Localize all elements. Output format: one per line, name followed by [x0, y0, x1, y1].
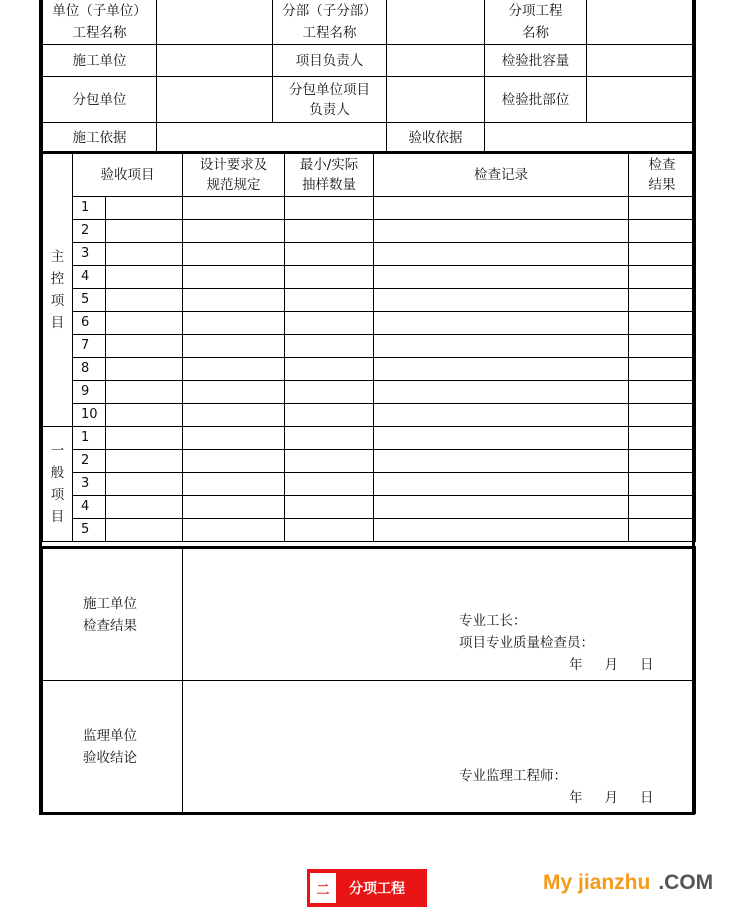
table-cell[interactable] — [374, 243, 629, 266]
table-cell[interactable] — [374, 266, 629, 289]
main-row-number: 6 — [73, 312, 106, 335]
table-cell[interactable] — [106, 197, 183, 220]
project-leader-label: 项目负责人 — [273, 45, 387, 77]
supervising-engineer-label: 专业监理工程师： — [459, 768, 567, 784]
table-cell[interactable] — [374, 312, 629, 335]
table-cell[interactable] — [374, 289, 629, 312]
table-cell[interactable] — [285, 427, 374, 450]
unit-project-name-label: 单位（子单位） 工程名称 — [43, 0, 157, 45]
table-cell[interactable] — [285, 358, 374, 381]
project-leader-value[interactable] — [387, 45, 485, 77]
construction-result-label: 施工单位 检查结果 — [43, 548, 183, 681]
table-cell[interactable] — [106, 335, 183, 358]
table-cell[interactable] — [285, 496, 374, 519]
month-label: 月 — [604, 790, 618, 806]
table-cell[interactable] — [183, 289, 285, 312]
col-inspection-result: 检查 结果 — [629, 153, 696, 197]
subcontract-leader-value[interactable] — [387, 77, 485, 123]
table-cell[interactable] — [183, 404, 285, 427]
year-label: 年 — [569, 657, 583, 673]
logo-main-text: My jianzhu — [543, 871, 651, 894]
header-table — [42, 0, 696, 153]
table-cell[interactable] — [629, 312, 696, 335]
table-cell[interactable] — [183, 381, 285, 404]
acceptance-basis-label: 验收依据 — [387, 123, 485, 153]
table-cell[interactable] — [374, 450, 629, 473]
table-cell[interactable] — [374, 335, 629, 358]
table-cell[interactable] — [629, 197, 696, 220]
main-row-number: 10 — [73, 404, 106, 427]
table-cell[interactable] — [183, 473, 285, 496]
main-row-number: 7 — [73, 335, 106, 358]
table-cell[interactable] — [629, 266, 696, 289]
table-cell[interactable] — [183, 243, 285, 266]
general-row-number: 3 — [73, 473, 106, 496]
site-logo — [543, 871, 713, 895]
table-cell[interactable] — [285, 335, 374, 358]
table-cell[interactable] — [629, 404, 696, 427]
main-row-number: 2 — [73, 220, 106, 243]
col-sample-quantity: 最小/实际 抽样数量 — [285, 153, 374, 197]
col-inspection-record: 检查记录 — [374, 153, 629, 197]
construction-unit-label: 施工单位 — [43, 45, 157, 77]
table-cell[interactable] — [183, 335, 285, 358]
table-cell[interactable] — [106, 358, 183, 381]
table-cell[interactable] — [374, 197, 629, 220]
table-cell[interactable] — [374, 427, 629, 450]
main-row-number: 3 — [73, 243, 106, 266]
table-cell[interactable] — [106, 266, 183, 289]
table-cell[interactable] — [106, 381, 183, 404]
table-cell[interactable] — [629, 519, 696, 542]
general-group-label: 一 般 项 目 — [43, 427, 73, 542]
table-cell[interactable] — [106, 220, 183, 243]
construction-basis-label: 施工依据 — [43, 123, 157, 153]
table-cell[interactable] — [285, 473, 374, 496]
table-cell[interactable] — [374, 519, 629, 542]
sub-project-name-label: 分部（子分部） 工程名称 — [273, 0, 387, 45]
general-row-number: 4 — [73, 496, 106, 519]
sub-project-name-value[interactable] — [387, 0, 485, 45]
table-cell[interactable] — [285, 404, 374, 427]
table-cell[interactable] — [285, 243, 374, 266]
table-cell[interactable] — [629, 496, 696, 519]
table-cell[interactable] — [183, 220, 285, 243]
item-project-name-value[interactable] — [587, 0, 696, 45]
table-cell[interactable] — [183, 197, 285, 220]
signoff-table — [42, 546, 696, 814]
table-cell[interactable] — [629, 450, 696, 473]
table-cell[interactable] — [285, 197, 374, 220]
section-number: 二 — [310, 873, 336, 903]
batch-capacity-value[interactable] — [587, 45, 696, 77]
table-cell[interactable] — [285, 266, 374, 289]
table-cell[interactable] — [629, 473, 696, 496]
table-cell[interactable] — [374, 358, 629, 381]
table-cell[interactable] — [629, 289, 696, 312]
construction-result-area[interactable] — [183, 548, 696, 681]
table-cell[interactable] — [629, 335, 696, 358]
general-row-number: 5 — [73, 519, 106, 542]
table-cell[interactable] — [374, 220, 629, 243]
batch-capacity-label: 检验批容量 — [485, 45, 587, 77]
table-cell[interactable] — [106, 496, 183, 519]
table-cell[interactable] — [106, 289, 183, 312]
supervision-conclusion-area[interactable] — [183, 681, 696, 814]
batch-location-value[interactable] — [587, 77, 696, 123]
table-cell[interactable] — [629, 381, 696, 404]
table-cell[interactable] — [374, 381, 629, 404]
main-control-group-label: 主 控 项 目 — [43, 153, 73, 427]
table-cell[interactable] — [285, 450, 374, 473]
table-cell[interactable] — [183, 358, 285, 381]
section-title: 分项工程 — [349, 881, 405, 897]
table-cell[interactable] — [629, 243, 696, 266]
subcontract-unit-label: 分包单位 — [43, 77, 157, 123]
table-cell[interactable] — [285, 519, 374, 542]
table-cell[interactable] — [106, 312, 183, 335]
table-cell[interactable] — [285, 220, 374, 243]
table-cell[interactable] — [183, 427, 285, 450]
day-label: 日 — [640, 790, 654, 806]
table-cell[interactable] — [374, 473, 629, 496]
table-cell[interactable] — [106, 404, 183, 427]
table-cell[interactable] — [106, 473, 183, 496]
supervision-conclusion-label: 监理单位 验收结论 — [43, 681, 183, 814]
main-row-number: 1 — [73, 197, 106, 220]
inspection-items-table — [42, 151, 696, 542]
table-cell[interactable] — [183, 266, 285, 289]
col-acceptance-item: 验收项目 — [73, 153, 183, 197]
main-row-number: 4 — [73, 266, 106, 289]
table-cell[interactable] — [374, 496, 629, 519]
main-row-number: 9 — [73, 381, 106, 404]
table-cell[interactable] — [106, 519, 183, 542]
inspection-form — [39, 0, 695, 815]
construction-unit-value[interactable] — [157, 45, 273, 77]
table-cell[interactable] — [106, 243, 183, 266]
col-design-requirement: 设计要求及 规范规定 — [183, 153, 285, 197]
logo-suffix-text: .COM — [658, 871, 714, 894]
general-row-number: 2 — [73, 450, 106, 473]
subcontract-unit-value[interactable] — [157, 77, 273, 123]
main-row-number: 5 — [73, 289, 106, 312]
year-label: 年 — [569, 790, 583, 806]
table-cell[interactable] — [183, 450, 285, 473]
unit-project-name-value[interactable] — [157, 0, 273, 45]
table-cell[interactable] — [183, 496, 285, 519]
acceptance-basis-value[interactable] — [485, 123, 696, 153]
section-tag — [307, 869, 427, 907]
foreman-label: 专业工长： — [459, 613, 527, 629]
batch-location-label: 检验批部位 — [485, 77, 587, 123]
table-cell[interactable] — [285, 312, 374, 335]
main-row-number: 8 — [73, 358, 106, 381]
table-cell[interactable] — [629, 220, 696, 243]
day-label: 日 — [640, 657, 654, 673]
table-cell[interactable] — [106, 427, 183, 450]
table-cell[interactable] — [285, 289, 374, 312]
general-row-number: 1 — [73, 427, 106, 450]
subcontract-leader-label: 分包单位项目 负责人 — [273, 77, 387, 123]
qc-inspector-label: 项目专业质量检查员： — [459, 635, 594, 651]
table-cell[interactable] — [629, 427, 696, 450]
table-cell[interactable] — [183, 519, 285, 542]
construction-basis-value[interactable] — [157, 123, 387, 153]
table-cell[interactable] — [285, 381, 374, 404]
item-project-name-label: 分项工程 名称 — [485, 0, 587, 45]
table-cell[interactable] — [629, 358, 696, 381]
table-cell[interactable] — [183, 312, 285, 335]
table-cell[interactable] — [374, 404, 629, 427]
table-cell[interactable] — [106, 450, 183, 473]
month-label: 月 — [604, 657, 618, 673]
